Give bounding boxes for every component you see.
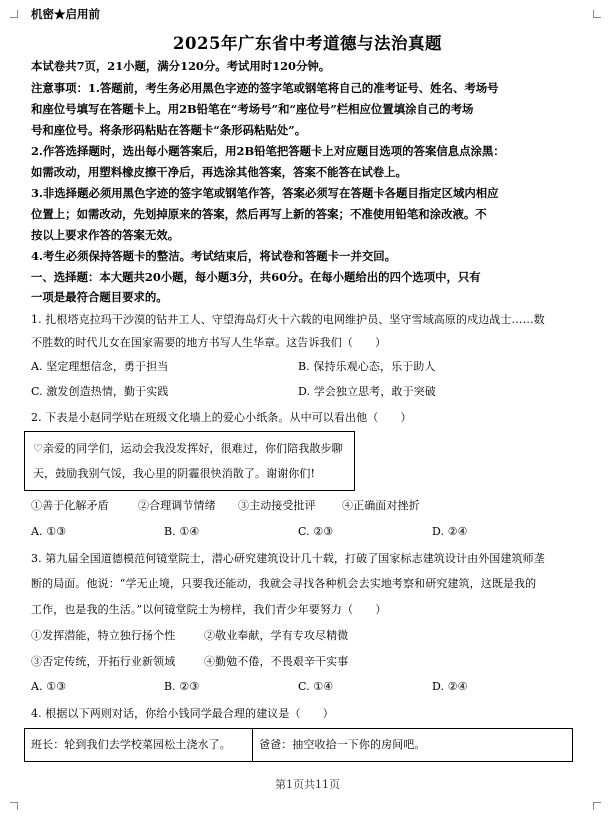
dialogue-text: 爸爸：抽空收拾一下你的房间吧。 bbox=[259, 738, 426, 751]
option-d: D. 学会独立思考，敢于突破 bbox=[298, 385, 436, 398]
intro-line: 如需改动，用塑料橡皮擦干净后，再选涂其他答案，答案不能答在试卷上。 bbox=[31, 165, 407, 179]
statement-item: ④正确面对挫折 bbox=[342, 499, 420, 512]
option-c: C. ②③ bbox=[298, 525, 334, 538]
option-b: B. ①④ bbox=[164, 525, 200, 538]
statement-item: ④勤勉不倦，不畏艰辛干实事 bbox=[204, 655, 349, 668]
intro-line: 号和座位号。将条形码粘贴在答题卡“条形码粘贴处”。 bbox=[31, 123, 307, 137]
intro-line: 位置上；如需改动，先划掉原来的答案，然后再写上新的答案；不准使用铅笔和涂改液。不 bbox=[31, 207, 487, 221]
option-c: C. ①④ bbox=[298, 680, 334, 693]
option-b: B. 保持乐观心态，乐于助人 bbox=[298, 360, 436, 373]
statement-item: ③主动接受批评 bbox=[238, 499, 316, 512]
statement-item: ②敬业奉献，学有专攻尽精微 bbox=[204, 629, 349, 642]
love-note-line: ♡亲爱的同学们，运动会我没发挥好，很难过，你们陪我散步聊 bbox=[33, 442, 343, 455]
page-footer: 第1页共11页 bbox=[275, 778, 340, 791]
statement-item: ①发挥潜能，特立独行扬个性 bbox=[31, 629, 176, 642]
dialogue-box-monitor bbox=[24, 728, 253, 762]
intro-line: 3.非选择题必须用黑色字迹的签字笔或钢笔作答，答案必须写在答题卡各题目指定区域内相应 bbox=[31, 186, 499, 200]
crop-mark-top-right bbox=[593, 10, 601, 18]
intro-line: 本试卷共7页，21小题，满分120分。考试用时120分钟。 bbox=[31, 59, 331, 73]
page-title: 2025年广东省中考道德与法治真题 bbox=[173, 34, 442, 53]
section-heading: 一、选择题：本大题共20小题，每小题3分，共60分。在每小题给出的四个选项中，只有 bbox=[31, 270, 481, 284]
option-a: A. 坚定理想信念，勇于担当 bbox=[31, 360, 169, 373]
confidential-label: 机密★启用前 bbox=[31, 7, 100, 21]
statement-item: ①善于化解矛盾 bbox=[31, 499, 109, 512]
love-note-line: 天，鼓励我别气馁，我心里的阴霾很快消散了。谢谢你们! bbox=[33, 467, 316, 480]
crop-mark-top-left bbox=[10, 10, 18, 18]
question-stem: 3. 第九届全国道德模范何镜堂院士，潜心研究建筑设计几十载，打破了国家标志建筑设计由外国建筑师垄 bbox=[31, 552, 545, 565]
question-stem: 4. 根据以下两则对话，你给小钱同学最合理的建议是（ ） bbox=[31, 707, 334, 720]
option-a: A. ①③ bbox=[31, 525, 67, 538]
statement-item: ②合理调节情绪 bbox=[138, 499, 216, 512]
question-stem: 断的局面。他说：“学无止境，只要我还能动，我就会寻找各种机会去实地考察和研究建筑，这既是我的 bbox=[31, 577, 537, 590]
intro-line: 和座位号填写在答题卡上。用2B铅笔在“考场号”和“座位号”栏相应位置填涂自己的考场 bbox=[31, 102, 474, 116]
crop-mark-bottom-right bbox=[593, 802, 601, 810]
question-stem: 工作，也是我的生活。”以何镜堂院士为榜样，我们青少年要努力（ ） bbox=[31, 603, 387, 616]
option-b: B. ②③ bbox=[164, 680, 200, 693]
question-stem: 2. 下表是小赵同学贴在班级文化墙上的爱心小纸条。从中可以看出他（ ） bbox=[31, 411, 412, 424]
option-d: D. ②④ bbox=[432, 680, 468, 693]
statement-item: ③否定传统，开拓行业新领域 bbox=[31, 655, 176, 668]
dialogue-box-father bbox=[252, 728, 573, 762]
question-stem: 1. 扎根塔克拉玛干沙漠的钻井工人、守望海岛灯火十六载的电网维护员、坚守雪域高原的戍边战士……数 bbox=[31, 313, 545, 326]
section-heading: 一项是最符合题目要求的。 bbox=[31, 290, 168, 304]
intro-line: 按以上要求作答的答案无效。 bbox=[31, 228, 180, 242]
crop-mark-bottom-left bbox=[10, 802, 18, 810]
option-a: A. ①③ bbox=[31, 680, 67, 693]
intro-line: 4.考生必须保持答题卡的整洁。考试结束后，将试卷和答题卡一并交回。 bbox=[31, 249, 397, 263]
love-note-box bbox=[24, 431, 355, 491]
question-stem: 不胜数的时代儿女在国家需要的地方书写人生华章。这告诉我们（ ） bbox=[31, 336, 387, 349]
dialogue-text: 班长：轮到我们去学校菜园松土浇水了。 bbox=[31, 738, 231, 751]
intro-line: 注意事项：1.答题前，考生务必用黑色字迹的签字笔或钢笔将自己的准考证号、姓名、考场号 bbox=[31, 81, 499, 95]
intro-line: 2.作答选择题时，选出每小题答案后，用2B铅笔把答题卡上对应题目选项的答案信息点涂黑： bbox=[31, 144, 505, 158]
option-d: D. ②④ bbox=[432, 525, 468, 538]
option-c: C. 激发创造热情，勤于实践 bbox=[31, 385, 169, 398]
